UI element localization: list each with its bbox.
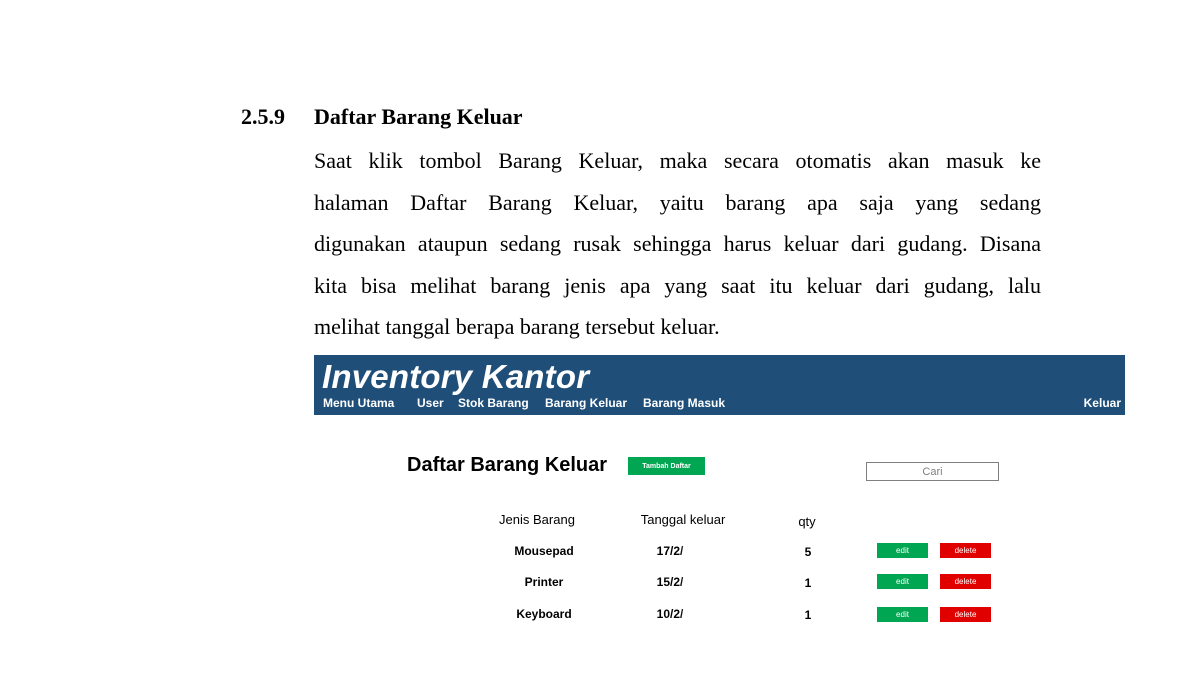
nav-barang-masuk[interactable]: Barang Masuk (643, 396, 726, 410)
section-heading (241, 104, 523, 130)
table-row-qty: 1 (804, 576, 812, 590)
column-header-item: Jenis Barang (499, 512, 575, 527)
table-row-date: 10/2/ (656, 607, 684, 621)
paragraph-line: melihat tanggal berapa barang tersebut keluar. (314, 314, 720, 339)
nav-menu-utama[interactable]: Menu Utama (323, 396, 395, 410)
table-row-item: Keyboard (516, 607, 572, 621)
table-row-item: Mousepad (514, 544, 574, 558)
section-paragraph (314, 140, 1041, 348)
table-row-qty: 5 (804, 545, 812, 559)
add-entry-button[interactable]: Tambah Daftar (628, 457, 705, 475)
app-screenshot (314, 355, 1125, 645)
paragraph-line: Saat klik tombol Barang Keluar, maka secara otomatis akan masuk ke (314, 148, 1041, 173)
nav-barang-keluar[interactable]: Barang Keluar (545, 396, 628, 410)
app-header (314, 355, 1125, 415)
edit-button[interactable]: edit (877, 574, 928, 589)
column-header-qty: qty (798, 514, 816, 529)
delete-button[interactable]: delete (940, 574, 991, 589)
table-row-qty: 1 (804, 608, 812, 622)
table-row-date: 17/2/ (656, 544, 684, 558)
app-brand: Inventory Kantor (322, 358, 590, 395)
column-header-date: Tanggal keluar (640, 512, 726, 527)
page-title: Daftar Barang Keluar (407, 454, 608, 476)
nav-user[interactable]: User (417, 396, 444, 410)
table-row-item: Printer (524, 575, 564, 589)
edit-button[interactable]: edit (877, 543, 928, 558)
section-title: Daftar Barang Keluar (314, 104, 523, 129)
delete-button[interactable]: delete (940, 543, 991, 558)
paragraph-line: kita bisa melihat barang jenis apa yang saat itu keluar dari gudang, lalu (314, 272, 1041, 298)
paragraph-line: digunakan ataupun sedang rusak sehingga harus keluar dari gudang. Disana (314, 231, 1041, 256)
delete-button[interactable]: delete (940, 607, 991, 622)
edit-button[interactable]: edit (877, 607, 928, 622)
table-row-date: 15/2/ (656, 575, 684, 589)
search-input[interactable] (866, 462, 999, 481)
nav-stok-barang[interactable]: Stok Barang (458, 396, 529, 410)
section-number: 2.5.9 (241, 104, 285, 129)
paragraph-line: halaman Daftar Barang Keluar, yaitu barang apa saja yang sedang (314, 189, 1041, 215)
logout-link[interactable]: Keluar (1083, 396, 1121, 410)
redaction-blur (684, 533, 714, 635)
